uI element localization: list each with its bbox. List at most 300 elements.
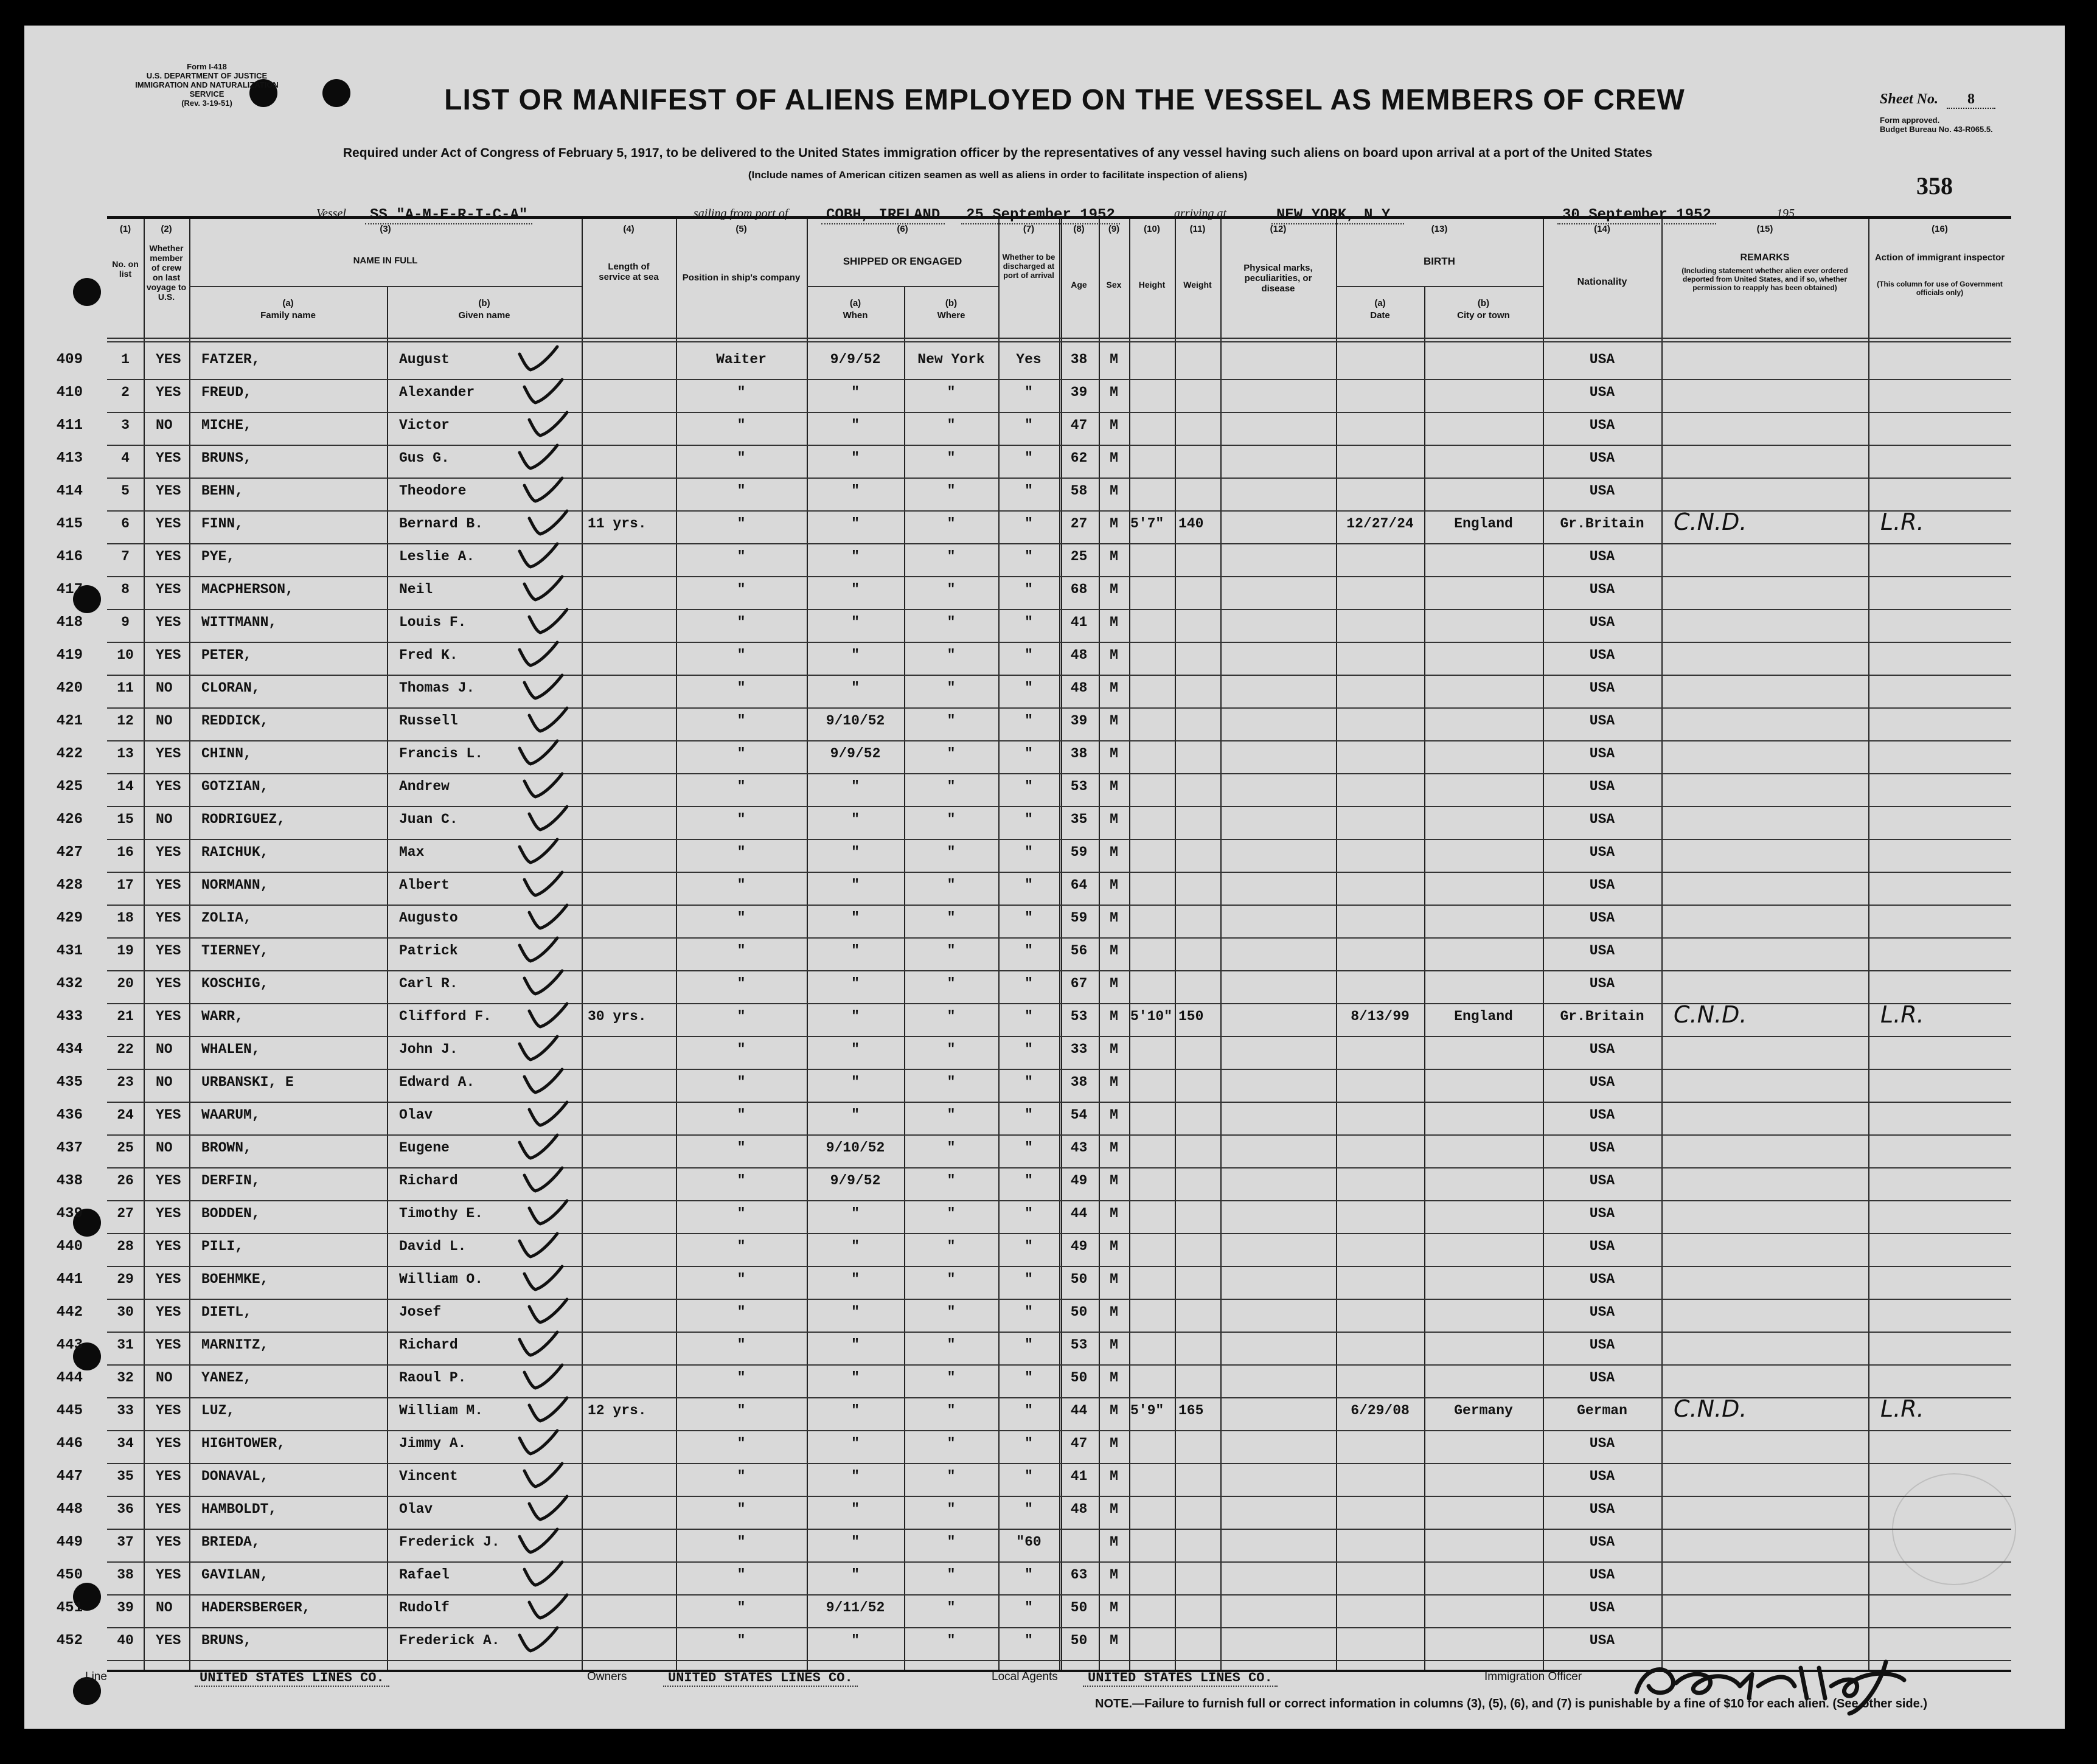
nationality-cell: USA — [1589, 1600, 1615, 1616]
remarks-cell: C.N.D. — [1674, 1001, 1747, 1028]
row-number: 30 — [117, 1304, 134, 1320]
sex-cell: M — [1110, 680, 1118, 696]
shipped-where-cell: " — [947, 450, 956, 466]
shipped-where-cell: New York — [917, 352, 985, 367]
table-row — [56, 445, 2011, 478]
family-name-cell: NORMANN, — [201, 877, 269, 893]
punch-hole — [322, 79, 350, 107]
row-number: 33 — [117, 1403, 134, 1418]
sex-cell: M — [1110, 811, 1118, 827]
age-cell: 35 — [1070, 811, 1088, 827]
table-row — [56, 708, 2011, 741]
position-cell: " — [737, 877, 746, 893]
row-number: 34 — [117, 1436, 134, 1451]
sex-cell: M — [1110, 450, 1118, 466]
row-number: 18 — [117, 910, 134, 926]
manifest-line-number: 429 — [56, 910, 83, 926]
shipped-where-cell: " — [947, 910, 956, 926]
shipped-where-cell: " — [947, 1600, 956, 1616]
sex-cell: M — [1110, 352, 1118, 367]
position-cell: " — [737, 1337, 746, 1353]
nationality-cell: USA — [1589, 1107, 1615, 1123]
row-number: 9 — [121, 614, 130, 630]
last-voyage-cell: YES — [156, 483, 181, 499]
row-number: 19 — [117, 943, 134, 959]
header-action-note: (This column for use of Government officials only) — [1877, 280, 2003, 297]
check-mark-icon — [520, 1359, 568, 1395]
check-mark-icon — [524, 1096, 573, 1133]
manifest-line-number: 440 — [56, 1238, 83, 1255]
table-row — [56, 509, 2011, 544]
given-name-cell: August — [399, 352, 450, 367]
nationality-cell: USA — [1589, 1468, 1615, 1484]
nationality-cell: USA — [1589, 680, 1615, 696]
position-cell: " — [737, 1436, 746, 1451]
nationality-cell: USA — [1589, 647, 1615, 663]
given-name-cell: Albert — [399, 877, 450, 893]
shipped-where-cell: " — [947, 877, 956, 893]
row-number: 10 — [117, 647, 134, 663]
manifest-line-number: 420 — [56, 680, 83, 696]
punch-hole — [73, 278, 101, 306]
row-number: 1 — [121, 352, 130, 367]
last-voyage-cell: NO — [156, 680, 173, 696]
last-voyage-cell: YES — [156, 450, 181, 466]
check-mark-icon — [515, 538, 563, 574]
age-cell: 48 — [1070, 647, 1088, 663]
row-number: 6 — [121, 516, 130, 532]
nationality-cell: USA — [1589, 910, 1615, 926]
family-name-cell: BROWN, — [201, 1140, 252, 1156]
sex-cell: M — [1110, 1468, 1118, 1484]
manifest-line-number: 428 — [56, 877, 83, 894]
last-voyage-cell: YES — [156, 582, 181, 597]
age-cell: 50 — [1070, 1304, 1088, 1320]
last-voyage-cell: YES — [156, 384, 181, 400]
given-name-cell: Jimmy A. — [399, 1436, 467, 1451]
last-voyage-cell: YES — [156, 516, 181, 532]
discharge-cell: " — [1024, 1600, 1033, 1616]
header-physical-marks: Physical marks, peculiarities, or disease — [1243, 263, 1313, 294]
row-number: 21 — [117, 1009, 134, 1024]
row-number: 4 — [121, 450, 130, 466]
last-voyage-cell: NO — [156, 1041, 173, 1057]
table-row — [56, 774, 2011, 807]
check-mark-icon — [524, 406, 573, 443]
position-cell: " — [737, 1009, 746, 1024]
nationality-cell: USA — [1589, 713, 1615, 729]
row-number: 12 — [117, 713, 134, 729]
family-name-cell: FREUD, — [201, 384, 252, 400]
shipped-where-cell: " — [947, 1009, 956, 1024]
family-name-cell: PILI, — [201, 1238, 244, 1254]
manifest-line-number: 409 — [56, 352, 83, 368]
shipped-where-cell: " — [947, 1370, 956, 1386]
officer-label: Immigration Officer — [1484, 1670, 1582, 1683]
position-cell: " — [737, 976, 746, 991]
shipped-where-cell: " — [947, 1403, 956, 1418]
check-mark-icon — [520, 1162, 568, 1198]
check-mark-icon — [515, 1622, 563, 1658]
sex-cell: M — [1110, 549, 1118, 564]
shipped-where-cell: " — [947, 1238, 956, 1254]
age-cell: 56 — [1070, 943, 1088, 959]
check-mark-icon — [524, 800, 573, 837]
check-mark-icon — [520, 965, 568, 1001]
family-name-cell: TIERNEY, — [201, 943, 269, 959]
nationality-cell: USA — [1589, 614, 1615, 630]
table-row — [56, 1496, 2011, 1529]
row-number: 14 — [117, 779, 134, 794]
subheader-label: (a) — [1374, 298, 1386, 308]
sex-cell: M — [1110, 1436, 1118, 1451]
check-mark-icon — [515, 735, 563, 771]
last-voyage-cell: YES — [156, 1436, 181, 1451]
nationality-cell: USA — [1589, 1567, 1615, 1583]
shipped-when-cell: " — [851, 614, 860, 630]
table-row — [56, 839, 2011, 872]
given-name-cell: Alexander — [399, 384, 475, 400]
check-mark-icon — [515, 1326, 563, 1363]
check-mark-icon — [515, 636, 563, 673]
manifest-line-number: 411 — [56, 417, 83, 434]
owners-value: UNITED STATES LINES CO. — [663, 1670, 858, 1687]
column-number: (2) — [161, 224, 172, 234]
nationality-cell: USA — [1589, 746, 1615, 762]
manifest-line-number: 438 — [56, 1173, 83, 1189]
nationality-cell: USA — [1589, 1534, 1615, 1550]
check-mark-icon — [515, 1228, 563, 1264]
table-row — [56, 1135, 2011, 1168]
check-mark-icon — [515, 932, 563, 968]
given-name-cell: Frederick J. — [399, 1534, 500, 1550]
last-voyage-cell: NO — [156, 1600, 173, 1616]
last-voyage-cell: YES — [156, 779, 181, 794]
inspector-action-cell: L.R. — [1880, 509, 1924, 535]
manifest-line-number: 445 — [56, 1403, 83, 1419]
sex-cell: M — [1110, 647, 1118, 663]
family-name-cell: WARR, — [201, 1009, 244, 1024]
last-voyage-cell: YES — [156, 614, 181, 630]
nationality-cell: USA — [1589, 582, 1615, 597]
sex-cell: M — [1110, 1304, 1118, 1320]
owners-label: Owners — [587, 1670, 627, 1683]
manifest-line-number: 439 — [56, 1206, 83, 1222]
birth-city-cell: England — [1454, 1009, 1513, 1024]
discharge-cell: " — [1024, 450, 1033, 466]
shipped-when-cell: " — [851, 1633, 860, 1648]
age-cell: 41 — [1070, 614, 1088, 630]
sex-cell: M — [1110, 1567, 1118, 1583]
header-family-name: Family name — [260, 310, 316, 321]
shipped-when-cell: " — [851, 1304, 860, 1320]
subheader-rule — [807, 286, 998, 287]
shipped-where-cell: " — [947, 1468, 956, 1484]
weight-cell: 150 — [1178, 1009, 1204, 1024]
table-row — [56, 971, 2011, 1004]
manifest-line-number: 432 — [56, 976, 83, 992]
check-mark-icon — [524, 1490, 573, 1527]
inspector-action-cell: L.R. — [1880, 1001, 1924, 1028]
shipped-where-cell: " — [947, 582, 956, 597]
shipped-when-cell: " — [851, 1534, 860, 1550]
last-voyage-cell: YES — [156, 1501, 181, 1517]
table-row — [56, 1069, 2011, 1102]
row-number: 27 — [117, 1206, 134, 1221]
shipped-when-cell: " — [851, 417, 860, 433]
last-voyage-cell: YES — [156, 1304, 181, 1320]
position-cell: " — [737, 943, 746, 959]
age-cell: 38 — [1070, 1074, 1088, 1090]
family-name-cell: PYE, — [201, 549, 235, 564]
row-number: 11 — [117, 680, 134, 696]
check-mark-icon — [520, 669, 568, 706]
header-nationality: Nationality — [1577, 277, 1627, 287]
nationality-cell: USA — [1589, 450, 1615, 466]
manifest-line-number: 410 — [56, 384, 83, 401]
shipped-where-cell: " — [947, 1436, 956, 1451]
position-cell: " — [737, 713, 746, 729]
discharge-cell: " — [1024, 1173, 1033, 1189]
manifest-line-number: 436 — [56, 1107, 83, 1123]
check-mark-icon — [515, 833, 563, 870]
table-row — [56, 577, 2011, 609]
discharge-cell: " — [1024, 1567, 1033, 1583]
check-mark-icon — [524, 1392, 573, 1428]
given-name-cell: Olav — [399, 1107, 433, 1123]
sailing-label: sailing from port of — [694, 207, 788, 220]
row-number: 37 — [117, 1534, 134, 1550]
service-cell: 11 yrs. — [588, 516, 647, 532]
last-voyage-cell: NO — [156, 1140, 173, 1156]
discharge-cell: " — [1024, 1501, 1033, 1517]
sex-cell: M — [1110, 976, 1118, 991]
family-name-cell: HAMBOLDT, — [201, 1501, 277, 1517]
column-number: (14) — [1594, 224, 1610, 234]
discharge-cell: " — [1024, 779, 1033, 794]
shipped-when-cell: " — [851, 910, 860, 926]
column-number: (6) — [897, 224, 908, 234]
position-cell: " — [737, 844, 746, 860]
age-cell: 50 — [1070, 1271, 1088, 1287]
row-number: 3 — [121, 417, 130, 433]
family-name-cell: URBANSKI, E — [201, 1074, 294, 1090]
header-height: Height — [1138, 280, 1166, 290]
manifest-line-number: 418 — [56, 614, 83, 631]
row-number: 22 — [117, 1041, 134, 1057]
given-name-cell: Theodore — [399, 483, 467, 499]
position-cell: " — [737, 1271, 746, 1287]
given-name-cell: Leslie A. — [399, 549, 475, 564]
age-cell: 39 — [1070, 384, 1088, 400]
arrival-date: 30 September 1952 — [1557, 207, 1716, 224]
discharge-cell: " — [1024, 1468, 1033, 1484]
header-weight: Weight — [1183, 280, 1212, 290]
discharge-cell: " — [1024, 910, 1033, 926]
given-name-cell: William M. — [399, 1403, 484, 1418]
last-voyage-cell: YES — [156, 1271, 181, 1287]
family-name-cell: FINN, — [201, 516, 244, 532]
age-cell: 44 — [1070, 1403, 1088, 1418]
last-voyage-cell: YES — [156, 1238, 181, 1254]
given-name-cell: Edward A. — [399, 1074, 475, 1090]
family-name-cell: MICHE, — [201, 417, 252, 433]
sex-cell: M — [1110, 483, 1118, 499]
family-name-cell: CLORAN, — [201, 680, 260, 696]
manifest-line-number: 419 — [56, 647, 83, 664]
age-cell: 39 — [1070, 713, 1088, 729]
sex-cell: M — [1110, 1238, 1118, 1254]
header-length-of-service: Length of service at sea — [599, 262, 659, 282]
header-bottom-rule — [107, 338, 2011, 339]
birth-date-cell: 8/13/99 — [1351, 1009, 1410, 1024]
row-number: 31 — [117, 1337, 134, 1353]
shipped-where-cell: " — [947, 549, 956, 564]
family-name-cell: KOSCHIG, — [201, 976, 269, 991]
manifest-line-number: 417 — [56, 582, 83, 598]
table-row — [56, 380, 2011, 412]
age-cell: 63 — [1070, 1567, 1088, 1583]
sex-cell: M — [1110, 943, 1118, 959]
shipped-where-cell: " — [947, 1107, 956, 1123]
shipped-when-cell: 9/10/52 — [826, 1140, 885, 1156]
fine-notice: NOTE.—Failure to furnish full or correct information in columns (3), (5), (6), and (7) is punishable by a fine of $10 for each alien. (See other side.) — [1095, 1697, 1927, 1710]
discharge-cell: " — [1024, 1206, 1033, 1221]
discharge-cell: " — [1024, 844, 1033, 860]
subheader-label: (b) — [1477, 298, 1490, 308]
sex-cell: M — [1110, 1501, 1118, 1517]
manifest-line-number: 426 — [56, 811, 83, 828]
check-mark-icon — [520, 768, 568, 804]
last-voyage-cell: YES — [156, 1337, 181, 1353]
manifest-line-number: 452 — [56, 1633, 83, 1649]
discharge-cell: " — [1024, 713, 1033, 729]
family-name-cell: BRIEDA, — [201, 1534, 260, 1550]
last-voyage-cell: NO — [156, 713, 173, 729]
discharge-cell: " — [1024, 1009, 1033, 1024]
last-voyage-cell: YES — [156, 1107, 181, 1123]
nationality-cell: USA — [1589, 1436, 1615, 1451]
given-name-cell: Thomas J. — [399, 680, 475, 696]
sex-cell: M — [1110, 1370, 1118, 1386]
service-cell: 12 yrs. — [588, 1403, 647, 1418]
family-name-cell: YANEZ, — [201, 1370, 252, 1386]
manifest-line-number: 413 — [56, 450, 83, 467]
discharge-cell: " — [1024, 1140, 1033, 1156]
shipped-when-cell: " — [851, 549, 860, 564]
nationality-cell: German — [1577, 1403, 1627, 1418]
sex-cell: M — [1110, 877, 1118, 893]
header-given-name: Given name — [458, 310, 510, 321]
manifest-line-number: 435 — [56, 1074, 83, 1091]
table-row — [56, 905, 2011, 938]
nationality-cell: Gr.Britain — [1560, 516, 1644, 532]
table-row — [56, 1365, 2011, 1398]
shipped-where-cell: " — [947, 614, 956, 630]
given-name-cell: Gus G. — [399, 450, 450, 466]
family-name-cell: WITTMANN, — [201, 614, 277, 630]
nationality-cell: USA — [1589, 943, 1615, 959]
table-row — [56, 1595, 2011, 1628]
row-number: 26 — [117, 1173, 134, 1189]
header-birth: BIRTH — [1424, 255, 1455, 267]
shipped-where-cell: " — [947, 680, 956, 696]
sex-cell: M — [1110, 1173, 1118, 1189]
check-mark-icon — [524, 505, 573, 541]
remarks-cell: C.N.D. — [1674, 1395, 1747, 1422]
manifest-line-number: 442 — [56, 1304, 83, 1321]
row-number: 29 — [117, 1271, 134, 1287]
row-number: 38 — [117, 1567, 134, 1583]
position-cell: " — [737, 1238, 746, 1254]
position-cell: " — [737, 549, 746, 564]
row-number: 25 — [117, 1140, 134, 1156]
family-name-cell: BOEHMKE, — [201, 1271, 269, 1287]
last-voyage-cell: NO — [156, 1370, 173, 1386]
table-row — [56, 478, 2011, 511]
manifest-line-number: 422 — [56, 746, 83, 762]
shipped-where-cell: " — [947, 417, 956, 433]
header-action: Action of immigrant inspector — [1874, 252, 2005, 263]
weight-cell: 165 — [1178, 1403, 1204, 1418]
header-bottom-rule — [107, 341, 2011, 342]
position-cell: " — [737, 1041, 746, 1057]
table-row — [56, 1102, 2011, 1135]
manifest-line-number: 443 — [56, 1337, 83, 1353]
column-number: (9) — [1108, 224, 1120, 234]
discharge-cell: " — [1024, 943, 1033, 959]
header-age: Age — [1071, 280, 1087, 290]
service-cell: 30 yrs. — [588, 1009, 647, 1024]
sex-cell: M — [1110, 779, 1118, 794]
position-cell: " — [737, 647, 746, 663]
shipped-when-cell: " — [851, 1041, 860, 1057]
discharge-cell: " — [1024, 384, 1033, 400]
inspector-action-cell: L.R. — [1880, 1395, 1924, 1422]
shipped-when-cell: " — [851, 1501, 860, 1517]
given-name-cell: Timothy E. — [399, 1206, 484, 1221]
check-mark-icon — [515, 1129, 563, 1165]
column-number: (8) — [1073, 224, 1085, 234]
given-name-cell: Rafael — [399, 1567, 450, 1583]
age-cell: 33 — [1070, 1041, 1088, 1057]
position-cell: " — [737, 1304, 746, 1320]
shipped-where-cell: " — [947, 844, 956, 860]
shipped-when-cell: " — [851, 811, 860, 827]
line-label: Line — [85, 1670, 107, 1683]
age-cell: 27 — [1070, 516, 1088, 532]
position-cell: " — [737, 1501, 746, 1517]
table-row — [56, 412, 2011, 445]
last-voyage-cell: YES — [156, 1633, 181, 1648]
shipped-when-cell: " — [851, 680, 860, 696]
shipped-when-cell: " — [851, 1567, 860, 1583]
given-name-cell: David L. — [399, 1238, 467, 1254]
column-number: (15) — [1756, 224, 1773, 234]
manifest-line-number: 433 — [56, 1009, 83, 1025]
sheet-number: Sheet No. 8 — [1880, 91, 1995, 109]
nationality-cell: USA — [1589, 1633, 1615, 1648]
shipped-where-cell: " — [947, 976, 956, 991]
family-name-cell: BRUNS, — [201, 450, 252, 466]
form-identifier: Form I-418 U.S. DEPARTMENT OF JUSTICE IMMIGRATION AND NATURALIZATION SERVICE (Rev. 3-19-51) — [135, 62, 279, 108]
height-cell: 5'9" — [1130, 1403, 1164, 1418]
age-cell: 53 — [1070, 1337, 1088, 1353]
discharge-cell: " — [1024, 549, 1033, 564]
last-voyage-cell: YES — [156, 1534, 181, 1550]
discharge-cell: " — [1024, 1041, 1033, 1057]
manifest-line-number: 431 — [56, 943, 83, 959]
